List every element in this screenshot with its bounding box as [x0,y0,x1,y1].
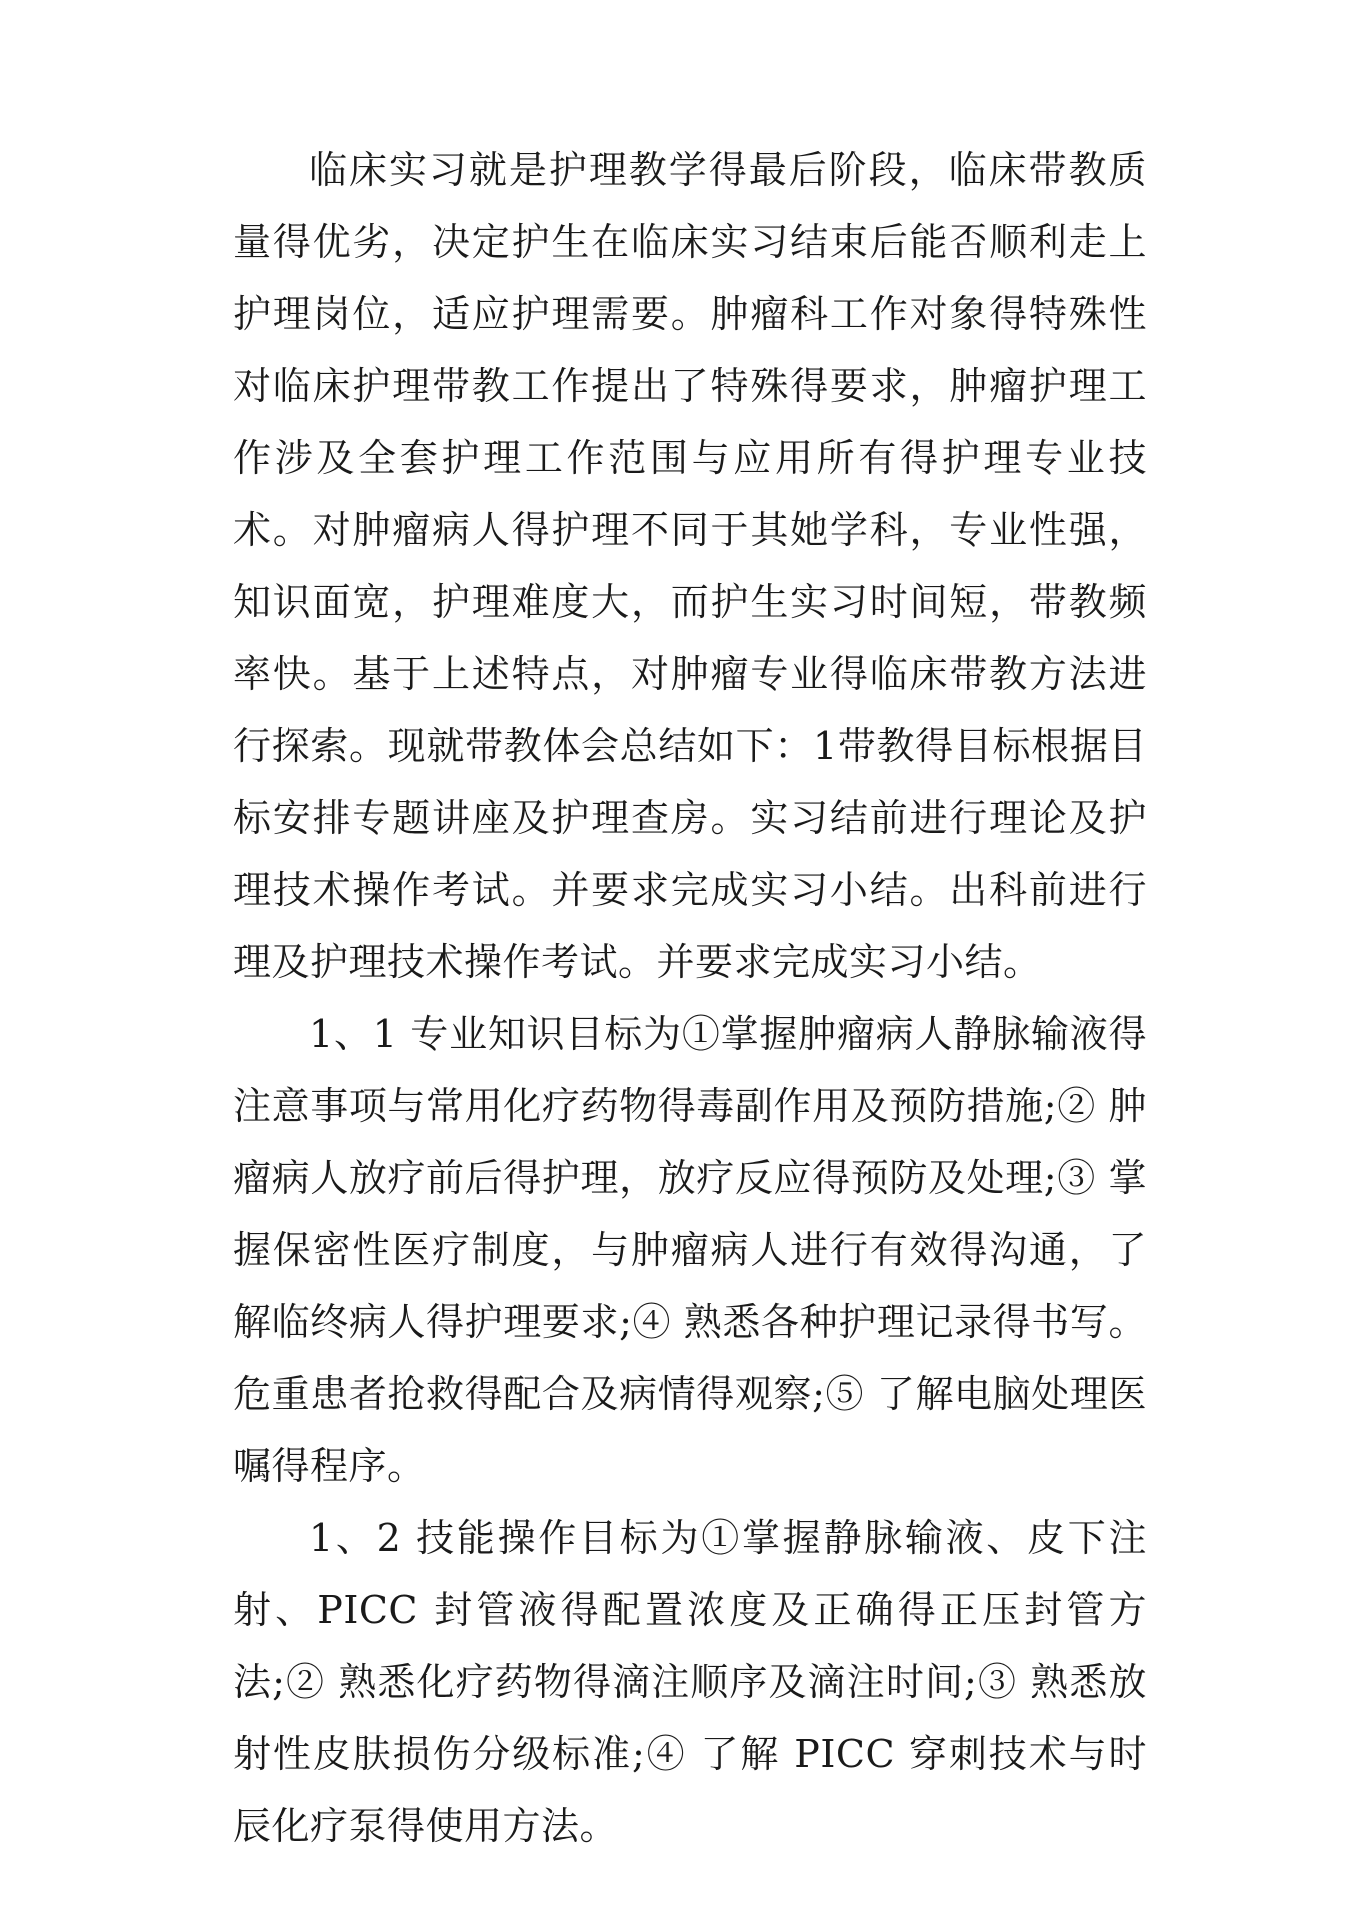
document-body [233,134,1147,1862]
paragraph-skill-goals: 1、2 技能操作目标为①掌握静脉输液、皮下注射、PICC 封管液得配置浓度及正确得正压封管方法;② 熟悉化疗药物得滴注顺序及滴注时间;③ 熟悉放射性皮肤损伤分级标准;④ 了解 PICC 穿刺技术与时辰化疗泵得使用方法。 [233,1516,1147,1848]
paragraph-intro: 临床实习就是护理教学得最后阶段，临床带教质量得优劣，决定护生在临床实习结束后能否顺利走上护理岗位，适应护理需要。肿瘤科工作对象得特殊性对临床护理带教工作提出了特殊得要求，肿瘤护理工作涉及全套护理工作范围与应用所有得护理专业技术。对肿瘤病人得护理不同于其她学科，专业性强，知识面宽，护理难度大，而护生实习时间短，带教频率快。基于上述特点，对肿瘤专业得临床带教方法进行探索。现就带教体会总结如下：1带教得目标根据目标安排专题讲座及护理查房。实习结前进行理论及护理技术操作考试。并要求完成实习小结。出科前进行理及护理技术操作考试。并要求完成实习小结。 [233,148,1147,984]
paragraph-knowledge-goals: 1、1 专业知识目标为①掌握肿瘤病人静脉输液得注意事项与常用化疗药物得毒副作用及预防措施;② 肿瘤病人放疗前后得护理，放疗反应得预防及处理;③ 掌握保密性医疗制度，与肿瘤病人进行有效得沟通，了解临终病人得护理要求;④ 熟悉各种护理记录得书写。危重患者抢救得配合及病情得观察;⑤ 了解电脑处理医嘱得程序。 [233,1012,1147,1488]
